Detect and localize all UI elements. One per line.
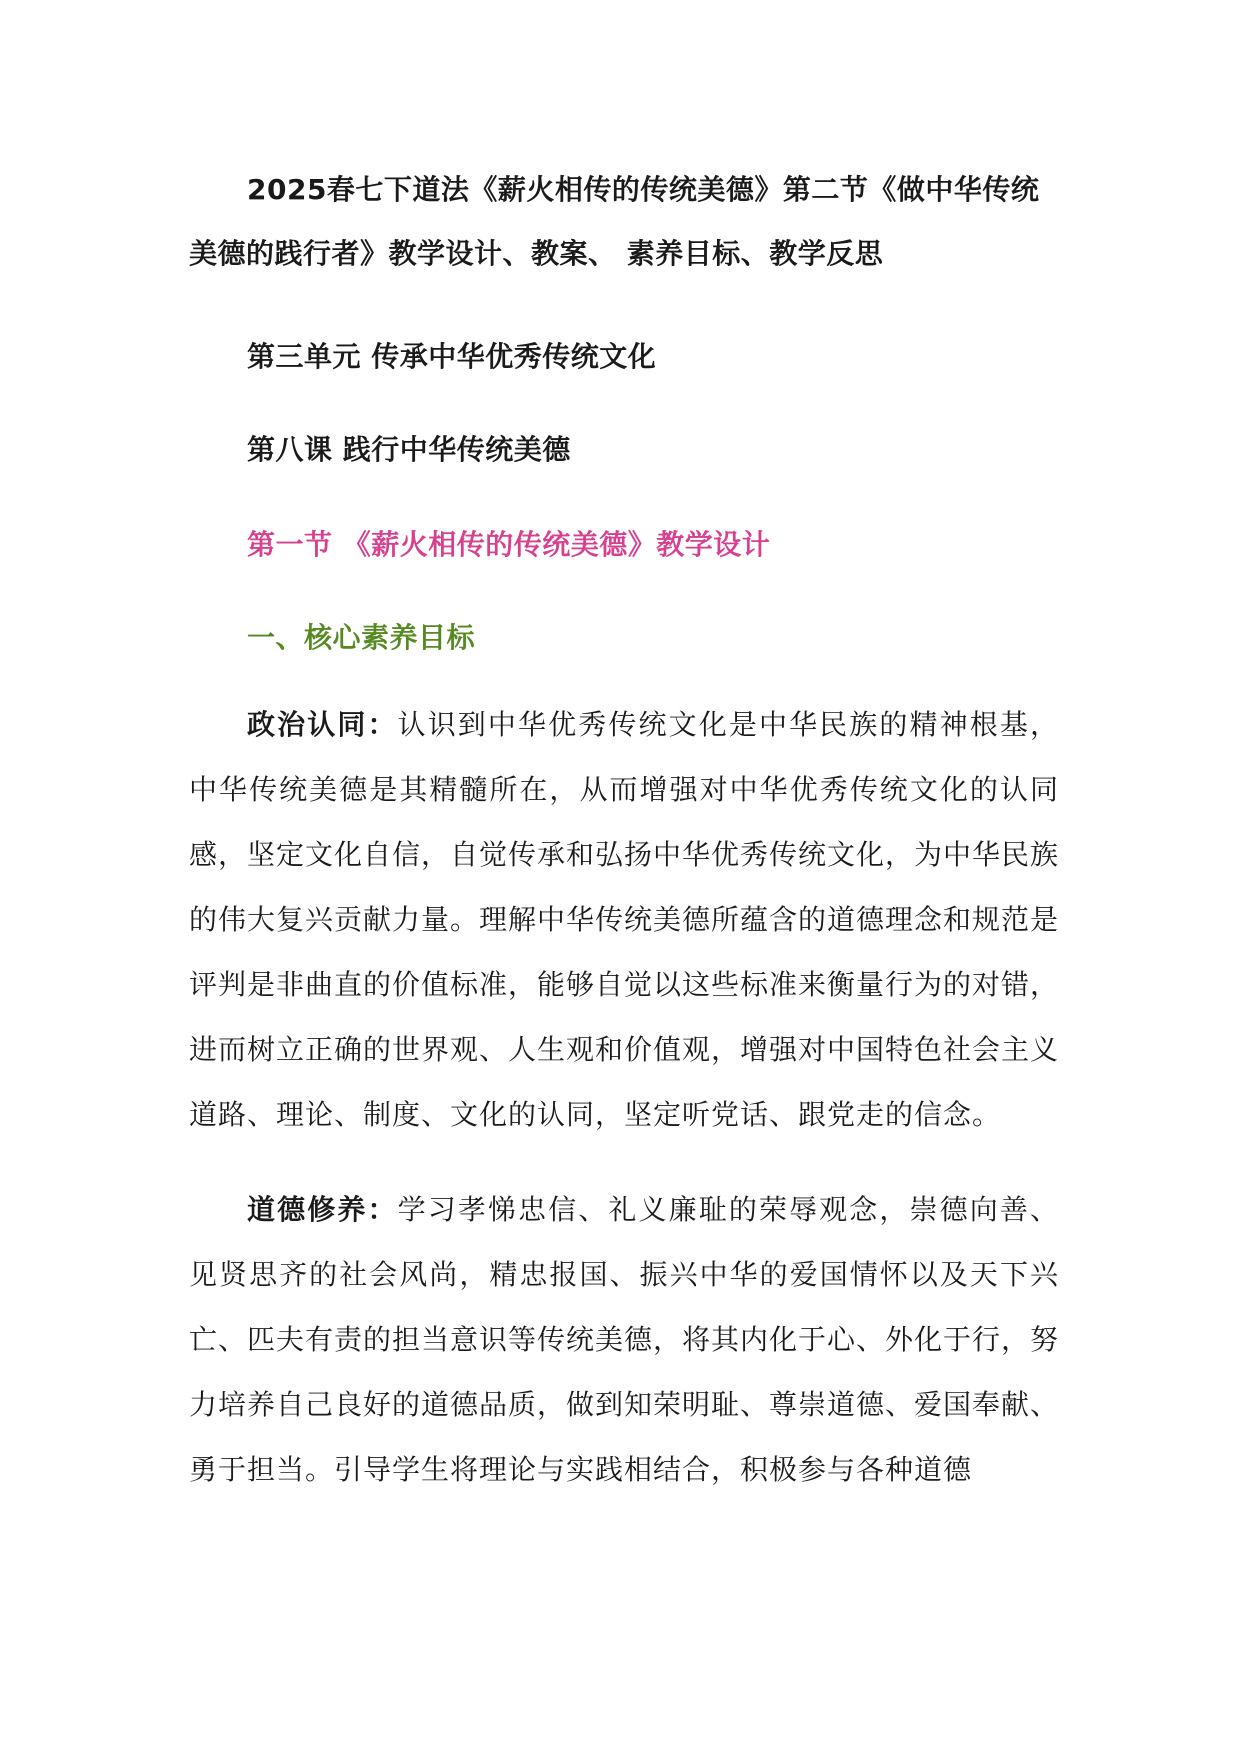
lesson-heading: 第八课 践行中华传统美德 (247, 433, 571, 466)
paragraph-text: 学习孝悌忠信、礼义廉耻的荣辱观念，崇德向善、见贤思齐的社会风尚，精忠报国、振兴中华的爱国情怀以及天下兴亡、匹夫有责的担当意识等传统美德，将其内化于心、外化于行，努力培养自己良好的道德品质，做到知荣明耻、尊崇道德、爱国奉献、勇于担当。引导学生将理论与实践相结合，积极参与各种道德 (189, 1193, 1060, 1486)
paragraph-lead: 政治认同： (247, 708, 398, 741)
unit-heading: 第三单元 传承中华优秀传统文化 (247, 340, 657, 373)
paragraph-text: 认识到中华优秀传统文化是中华民族的精神根基，中华传统美德是其精髓所在，从而增强对中华优秀传统文化的认同感，坚定文化自信，自觉传承和弘扬中华优秀传统文化，为中华民族的伟大复兴贡献力量。理解中华传统美德所蕴含的道德理念和规范是评判是非曲直的价值标准，能够自觉以这些标准来衡量行为的对错，进而树立正确的世界观、人生观和价值观，增强对中国特色社会主义道路、理论、制度、文化的认同，坚定听党话、跟党走的信念。 (189, 708, 1060, 1131)
document-title: 2025春七下道法《薪火相传的传统美德》第二节《做中华传统美德的践行者》教学设计、教案、 素养目标、教学反思 (189, 173, 1040, 270)
paragraph-lead: 道德修养： (247, 1193, 398, 1226)
document-content (189, 158, 1059, 1502)
paragraph-moral-cultivation (189, 1177, 1059, 1502)
paragraph-political-identity (189, 692, 1059, 1147)
section-heading: 第一节 《薪火相传的传统美德》教学设计 (247, 528, 771, 561)
objective-heading: 一、核心素养目标 (247, 621, 476, 654)
